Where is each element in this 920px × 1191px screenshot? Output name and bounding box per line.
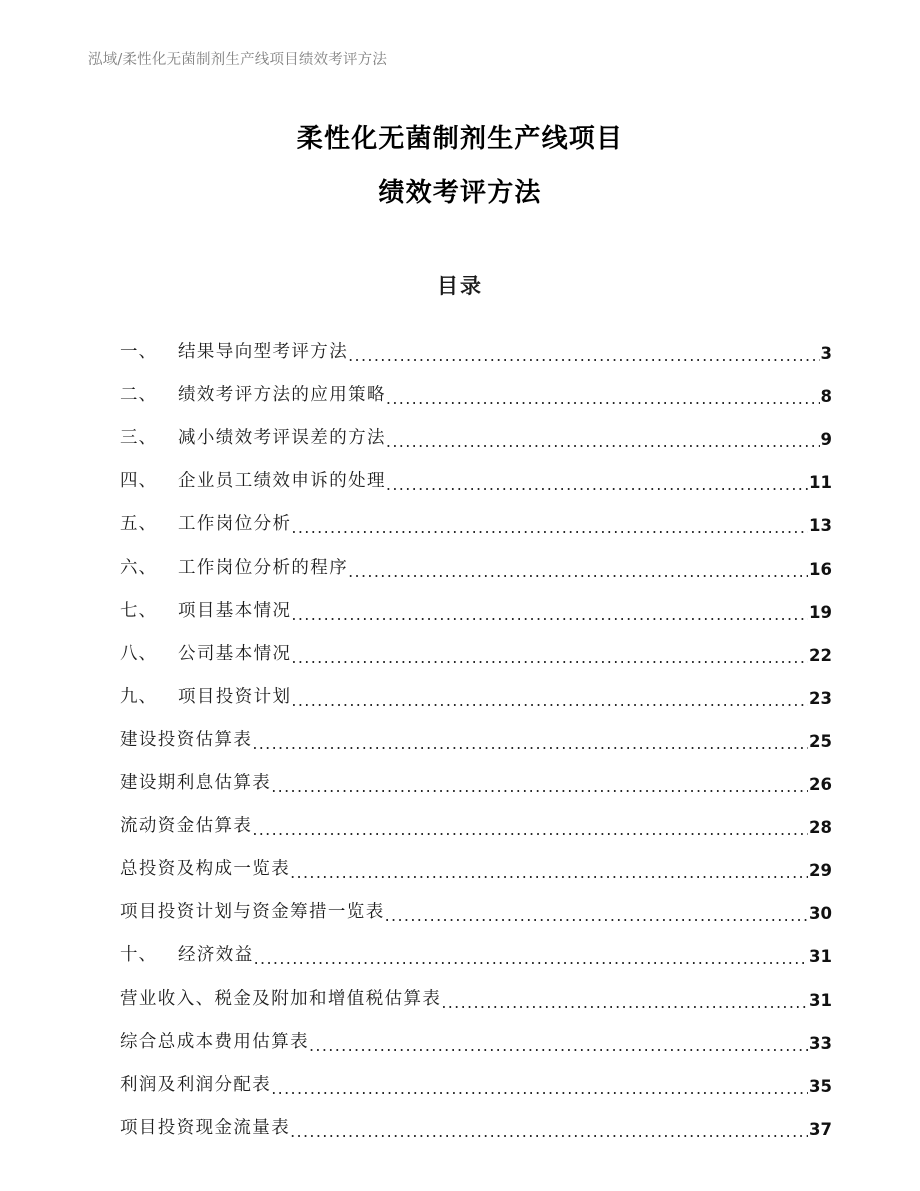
toc-entry-title: 减小绩效考评误差的方法 <box>178 428 386 449</box>
toc-entry-page-number: 8 <box>820 387 832 407</box>
toc-entry-title: 工作岗位分析的程序 <box>178 557 349 578</box>
toc-entry-page-number: 28 <box>809 818 832 838</box>
toc-entry[interactable] <box>120 923 832 966</box>
toc-entry-title: 流动资金估算表 <box>120 816 253 837</box>
toc-leader-dots <box>348 562 808 579</box>
toc-entry-page-number: 16 <box>809 559 832 579</box>
toc-entry-page-number: 19 <box>809 602 832 622</box>
toc-entry-title: 项目基本情况 <box>178 600 292 621</box>
toc-entry-title: 项目投资计划与资金筹措一览表 <box>120 902 385 923</box>
toc-leader-dots <box>291 648 808 665</box>
toc-leader-dots <box>291 605 808 622</box>
toc-entry-title: 项目投资计划 <box>178 686 292 707</box>
table-of-contents-heading: 目录 <box>437 274 483 298</box>
toc-entry-page-number: 22 <box>809 645 832 665</box>
toc-entry-page-number: 33 <box>809 1033 832 1053</box>
toc-entry[interactable] <box>120 1053 832 1096</box>
toc-leader-dots <box>290 863 808 880</box>
toc-entry-title: 总投资及构成一览表 <box>120 859 291 880</box>
toc-entry-title: 绩效考评方法的应用策略 <box>178 385 386 406</box>
toc-entry[interactable] <box>120 708 832 751</box>
document-title-line-2: 绩效考评方法 <box>378 178 542 208</box>
toc-entry[interactable] <box>120 449 832 492</box>
toc-entry-title: 工作岗位分析 <box>178 514 292 535</box>
toc-entry-number: 六、 <box>120 557 157 578</box>
toc-entry-title: 经济效益 <box>178 945 254 966</box>
toc-entry-number: 九、 <box>120 686 157 707</box>
toc-entry[interactable] <box>120 880 832 923</box>
toc-entry-number: 五、 <box>120 514 157 535</box>
toc-entry[interactable] <box>120 1096 832 1139</box>
toc-leader-dots <box>254 949 808 966</box>
toc-entry-title: 公司基本情况 <box>178 643 292 664</box>
toc-leader-dots <box>252 820 808 837</box>
toc-leader-dots <box>291 691 808 708</box>
toc-entry-page-number: 3 <box>820 344 832 364</box>
toc-entry-title: 结果导向型考评方法 <box>178 342 349 363</box>
toc-entry[interactable] <box>120 837 832 880</box>
toc-entry-page-number: 13 <box>809 516 832 536</box>
document-title <box>0 112 920 220</box>
toc-entry-page-number: 37 <box>809 1119 832 1139</box>
toc-entry-number: 三、 <box>120 428 157 449</box>
toc-leader-dots <box>386 432 820 449</box>
toc-entry-number: 一、 <box>120 342 157 363</box>
toc-entry-title: 建设期利息估算表 <box>120 773 272 794</box>
toc-entry[interactable] <box>120 492 832 535</box>
toc-entry[interactable] <box>120 320 832 363</box>
toc-entry-page-number: 9 <box>820 430 832 450</box>
toc-entry-number: 七、 <box>120 600 157 621</box>
toc-leader-dots <box>441 993 808 1010</box>
document-title-line-1: 柔性化无菌制剂生产线项目 <box>296 124 624 154</box>
toc-leader-dots <box>252 734 808 751</box>
toc-entry[interactable] <box>120 794 832 837</box>
toc-entry-title: 企业员工绩效申诉的处理 <box>178 471 386 492</box>
toc-leader-dots <box>386 389 820 406</box>
toc-leader-dots <box>291 518 808 535</box>
toc-entry[interactable] <box>120 966 832 1009</box>
toc-entry-title: 综合总成本费用估算表 <box>120 1031 309 1052</box>
toc-entry-page-number: 35 <box>809 1076 832 1096</box>
toc-leader-dots <box>271 1079 808 1096</box>
toc-entry-page-number: 30 <box>809 904 832 924</box>
toc-entry[interactable] <box>120 665 832 708</box>
toc-entry-number: 十、 <box>120 945 157 966</box>
toc-entry[interactable] <box>120 406 832 449</box>
toc-leader-dots <box>385 906 808 923</box>
toc-entry-title: 利润及利润分配表 <box>120 1074 272 1095</box>
toc-entry[interactable] <box>120 751 832 794</box>
table-of-contents <box>120 320 832 1139</box>
toc-entry-number: 八、 <box>120 643 157 664</box>
toc-entry-page-number: 26 <box>809 775 832 795</box>
toc-entry-page-number: 31 <box>809 947 832 967</box>
toc-leader-dots <box>309 1036 808 1053</box>
toc-entry[interactable] <box>120 535 832 578</box>
toc-entry-page-number: 11 <box>809 473 832 493</box>
running-header: 泓域/柔性化无菌制剂生产线项目绩效考评方法 <box>88 52 388 68</box>
toc-entry-page-number: 31 <box>809 990 832 1010</box>
toc-entry-title: 建设投资估算表 <box>120 729 253 750</box>
toc-entry[interactable] <box>120 363 832 406</box>
toc-entry-page-number: 29 <box>809 861 832 881</box>
toc-entry-page-number: 23 <box>809 688 832 708</box>
toc-leader-dots <box>386 475 808 492</box>
toc-entry-title: 营业收入、税金及附加和增值税估算表 <box>120 988 442 1009</box>
toc-entry-title: 项目投资现金流量表 <box>120 1117 291 1138</box>
toc-entry-number: 二、 <box>120 385 157 406</box>
toc-leader-dots <box>271 777 808 794</box>
toc-leader-dots <box>290 1122 808 1139</box>
toc-entry-page-number: 25 <box>809 731 832 751</box>
toc-entry[interactable] <box>120 1010 832 1053</box>
toc-entry[interactable] <box>120 622 832 665</box>
toc-entry[interactable] <box>120 579 832 622</box>
toc-leader-dots <box>348 346 819 363</box>
toc-entry-number: 四、 <box>120 471 157 492</box>
